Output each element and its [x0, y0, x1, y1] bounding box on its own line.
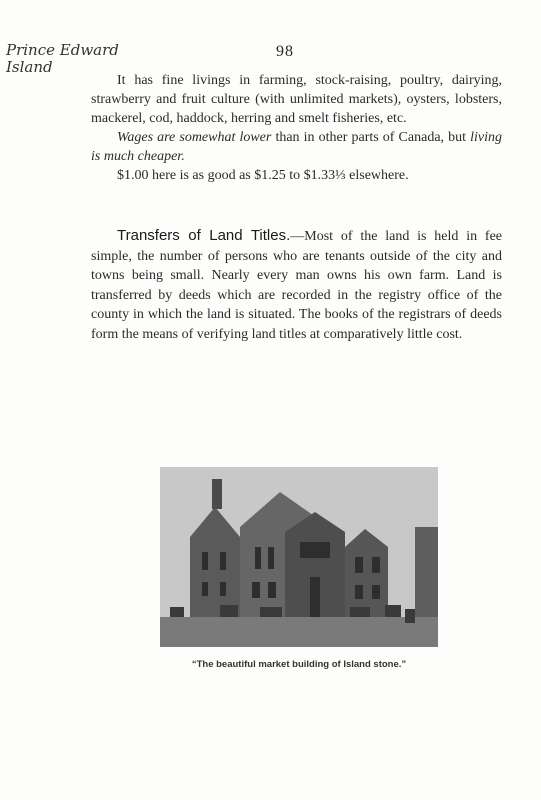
body-block: [91, 71, 502, 185]
wages-italic: Wages are somewhat lower: [117, 130, 272, 145]
living-italic: living is much cheaper.: [91, 130, 502, 164]
running-head-line-1: Prince Edward: [6, 41, 119, 59]
livings-text: It has fine livings in farming, stock-raising, poultry, dairying, strawberry and fruit culture (with unlimited markets), oysters, lobsters, mackerel, cod, haddock, herring and smelt fisheries, etc.: [91, 73, 502, 126]
section-text: —Most of the land is held in fee simple, the number of persons who are tenants outside of the city and towns being small. Nearly every man owns his own farm. Land is transferred by deeds which are recorded in the registry office of the county in which the land is situated. The books of the registrars of deeds form the means of verifying land titles at comparatively little cost.: [91, 229, 503, 342]
dollar-text: $1.00 here is as good as $1.25 to $1.33⅓ elsewhere.: [117, 168, 409, 183]
paragraph-livings-display: [91, 71, 502, 128]
land-titles-paragraph: [91, 226, 502, 344]
market-building-illustration: [160, 467, 438, 647]
wages-mid: than in other parts of Canada, but: [271, 130, 471, 145]
market-building-photo: [160, 467, 438, 647]
land-titles-section: [91, 226, 502, 344]
page-number: 98: [276, 43, 294, 60]
running-head-line-2: Island: [6, 58, 53, 76]
paragraph-wages: [91, 128, 502, 166]
section-heading: Transfers of Land Titles.: [117, 227, 291, 244]
figure-caption: “The beautiful market building of Island stone.”: [191, 659, 407, 670]
paragraph-dollar: [91, 166, 502, 185]
